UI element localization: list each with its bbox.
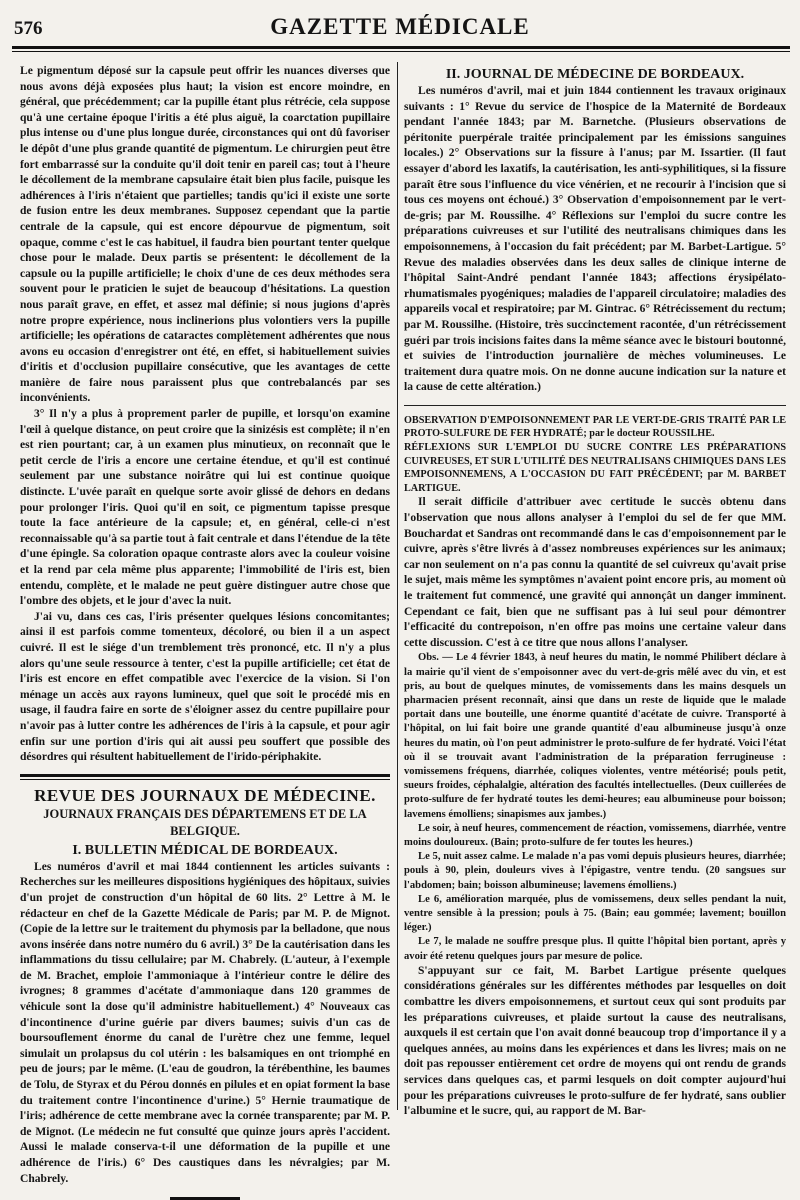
observation-evening: Le soir, à neuf heures, commencement de réaction, vomissemens, diarrhée, ventre moins douloureux. (Bain; proto-sulfure de fer toutes les heures.) [404,822,786,849]
paragraph-bulletin-bordeaux: Les numéros d'avril et mai 1844 contiennent les articles suivants : Recherches sur les meilleures dispositions hygiéniques des hôpitaux, suivies d'un projet de construction d'un hôpital de 60 lits. 2° Lettre à M. le rédacteur en chef de la Gazette Médicale de Paris; par M. P. de Mignot. (Copie de la lettre sur le traitement du phymosis par la belladone, que nous avons insérée dans notre numéro du 6 avril.) 3° De la cautérisation dans les inflammations du tissu cellulaire; par M. Chabrely. (L'auteur, à l'exemple de M. Brachet, emploie l'ammoniaque à l'intérieur contre le délire des ivrognes; 8 grammes d'acétate d'ammoniaque dans 120 grammes de véhicule sont la dose qu'il administre habituellement.) 4° Nouveaux cas d'incontinence d'urine guérie par divers baumes; suivis d'un cas de boursouflement énorme du canal de l'urètre chez une femme, lequel simulait un prolapsus du col utérin : les balsamiques en ont triomphé en peu de jours; par le même. (L'eau de goudron, la térébenthine, les baumes de Tolu, de Styrax et du Pérou donnés en pilules et en opiat forment la base du traitement contre l'incontinence d'urine.) 5° Hernie traumatique de l'iris; adhérence de cette membrane avec la cornée transparente; par M. P. de Mignot. (Le médecin ne fut consulté que quinze jours après l'accident. Aussi le malade conserva-t-il une déformation de la pupille et une adhérence de l'iris.) 6° Des caustiques dans les névralgies; par M. Chabrely. [20,860,390,1185]
section-bulletin-bordeaux-title: I. BULLETIN MÉDICAL DE BORDEAUX. [72,842,338,858]
observation-day-7: Le 7, le malade ne souffre presque plus. Il quitte l'hôpital bien portant, après y avoir été retenu quelques jours par mesure de police. [404,936,786,962]
masthead-title: GAZETTE MÉDICALE [270,14,530,39]
paragraph-succes: Il serait difficile d'attribuer avec certitude le succès obtenu dans l'observation que nous allons analyser à l'emploi du sel de fer que MM. Bouchardat et Sandras ont recommandé dans le cas d'empoisonnement par le cuivre, après s'être livrés à d'assez nombreuses expériences sur les animaux; car non seulement on n'a pas connu la quantité de sel cuivreux qu'avait prise le sujet, mais même les symptômes n'avaient point encore pris, au moment où le traitement fut commencé, une gravité qui annonçât un danger imminent. Cependant ce fait, bien que ne suffisant pas à lui seul pour démontrer l'efficacité du contrepoison, n'en offre pas moins une certaine valeur dans cette discussion. C'est à ce titre que nous allons l'analyser. [404,496,786,649]
paragraph-pupille: 3° Il n'y a plus à proprement parler de pupille, et lorsqu'on examine l'œil à quelque distance, on peut croire que la sinizésis est complète; il n'en est rien pourtant; car, à un examen plus minutieux, on reconnaît que le petit cercle de l'iris a encore une certaine étendue, et qu'il est continué seulement par une substance noirâtre qui lui est continue quoique distincte. L'uvée paraît en quelque sorte avoir glissé de dehors en dedans pour prolonger l'iris. Quoi qu'il en soit, ce pigmentum tapisse presque toute la face antérieure de la capsule; et, en général, celle-ci n'est reconnaissable qu'à sa partie tout à fait centrale et dans l'étendue de la tête d'une épingle. Sa coloration opaque contraste alors avec la couleur voisine et la rend par cela même plus apparente; l'immobilité de l'iris est, bien entendu, complète, et le malade ne peut guère distinguer autre chose que l'ombre des objets, et le jour d'avec la nuit. [20,408,390,608]
column-divider [397,62,398,1110]
right-column [404,64,786,1118]
revue-title: REVUE DES JOURNAUX DE MÉDECINE. [34,785,376,805]
observation-text: Obs. — Le 4 février 1843, à neuf heures du matin, le nommé Philibert déclare à la mairie qu'il vient de s'empoisonner avec du vert-de-gris mêlé avec du vin, et est pris, au bout de quelques minutes, de vomissements dans les mains desquels un pharmacien présent reconnaît, ainsi que dans un reste de liquide que le malade portait dans une bouteille, une énorme quantité d'acétate de cuivre. Transporté à l'hôpital, on lui fait boire une grande quantité d'eau albumineuse jusqu'à onze heures du matin, où l'on peut administrer le proto-sulfure de fer hydraté. Voici l'état où il se trouvait avant l'administration de la préparation ferrugineuse : vomissemens fréquens, diarrhée, coliques violentes, ventre météorisé; pouls petit, sueurs froides, céphalalgie, altération des facultés intellectuelles. (Deux cuillerées de proto-sulfure de fer hydraté toutes les demi-heures; eau albumineuse pour boisson; lavemens émolliens; sinapismes aux jambes.) [404,652,786,820]
section-journal-bordeaux-title: II. JOURNAL DE MÉDECINE DE BORDEAUX. [445,67,745,82]
paragraph-barbet-lartigue: S'appuyant sur ce fait, M. Barbet Lartigue présente quelques considérations générales sur les différentes méthodes par lesquelles on doit combattre les divers empoisonnemens, et surtout ceux qui sont produits par les préparations cuivreuses, et plaide surtout la cause des neutralisans, auxquels il est certain que l'on avait donné beaucoup trop d'importance il y a quelques années, au moins dans les expériences et dans les livres; mais on ne doit pas repousser entièrement cet ordre de moyens qui ont rendu de grands services dans quelques cas, et parmi lesquels on doit compter aujourd'hui pour les préparations cuivreuses le proto-sulfure de fer hydraté, sans oublier l'albumine et le sucre, qui, au rapport de M. Bar- [404,964,786,1118]
reflexions-heading: RÉFLEXIONS SUR L'EMPLOI DU SUCRE CONTRE LES PRÉPARATIONS CUIVREUSES, ET SUR L'UTILITÉ DES NEUTRALISANS CHIMIQUES DANS LES EMPOISONNEMENS, A L'OCCASION DU FAIT PRÉCÉDENT; par M. BARBET LARTIGUE. [404,442,786,494]
revue-subtitle: JOURNAUX FRANÇAIS DES DÉPARTEMENS ET DE LA BELGIQUE. [43,806,367,838]
observation-day-6: Le 6, amélioration marquée, plus de vomissemens, deux selles pendant la nuit, ventre sensible à la pression; pouls à 75. (Bain; eau gommée; lavement; bouillon léger.) [404,893,786,934]
header-rule [12,46,790,52]
observation-heading: OBSERVATION D'EMPOISONNEMENT PAR LE VERT-DE-GRIS TRAITÉ PAR LE PROTO-SULFURE DE FER HYDRATÉ; par le docteur ROUSSILHE. [404,414,786,440]
paragraph-journal-bordeaux: Les numéros d'avril, mai et juin 1844 contiennent les travaux originaux suivants : 1° Revue du service de l'hospice de la Maternité de Bordeaux pendant l'année 1843; par M. Barnetche. (Plusieurs observations de péritonite puerpérale traitée principalement par les émissions sanguines locales.) 2° Observations sur la fissure à l'anus; par M. Issartier. (Il faut essayer d'abord les laxatifs, la cautérisation, les anti-syphilitiques, si la fissure paraît être sous l'influence du vice vénérien, et ne recourir à l'incision que si tous ces moyens ont échoué.) 3° Observation d'empoisonnement par le vert-de-gris; par M. Roussilhe. 4° Réflexions sur l'emploi du sucre contre les préparations cuivreuses et sur l'utilité des neutralisans chimiques dans les empoisonnemens, à l'occasion du fait précédent; par M. Barbet-Lartigue. 5° Revue des maladies observées dans les deux salles de clinique interne de l'hôpital Saint-André pendant l'année 1843; affections érysipélato-rhumatismales pyogéniques; maladies de l'appareil circulatoire; maladies des appareils vocal et respiratoire; par M. Gintrac. 6° Rétrécissement du rectum; par M. Roussilhe. (Histoire, très succinctement racontée, d'un rétrécissement guéri par trois incisions faites dans la même séance avec le bistouri boutonné, et suivies de l'introduction journalière de mèches volumineuses. Le traitement dura quatre mois. On ne donne aucune indication sur la nature et la cause de cette altération.) [404,85,786,394]
section-rule [20,774,390,780]
paragraph-iris-lesions: J'ai vu, dans ces cas, l'iris présenter quelques lésions concomitantes; ainsi il est parfois comme tomenteux, décoloré, ou bien il a un aspect cuivré. Il est le siége d'un tremblement très prononcé, etc. Il n'y a plus alors qu'une seule ressource à tenter, c'est la pupille artificielle; cet état de l'iris est encore en effet compatible avec l'exercice de la vision. Si l'on ménage un accès aux rayons lumineux, quel que soit le procédé mis en usage, il faudra faire en sorte de s'éloigner assez du centre pupillaire pour n'avoir pas à lutter contre les adhérences de l'iris à la capsule, et pour agir enfin sur une portion d'iris qui ait aussi peu souffert que possible des désordres qui résultent habituellement de l'irido-périphakite. [20,610,390,764]
observation-day-5: Le 5, nuit assez calme. Le malade n'a pas vomi depuis plusieurs heures, diarrhée; pouls à 90, plein, douleurs vives à l'épigastre, ventre tendu. (20 sangsues sur l'abdomen; bain; boisson albumineuse; lavemens émolliens.) [404,851,786,891]
page-number: 576 [14,18,43,39]
left-column [20,64,390,1185]
article-rule [404,405,786,406]
paragraph-pigmentum: Le pigmentum déposé sur la capsule peut offrir les nuances diverses que nous avons déjà exposées plus haut; la vision est encore moindre, en général, que précédemment; car la pupille étant plus rétrécie, cela suppose qu'à une certaine époque l'iritis a été plus aiguë, la coarctation pupillaire plus intense ou d'une plus longue durée, circonstances qui ont dû favoriser le dépôt d'une plus grande quantité de pigmentum. Le chirurgien peut être fort embarrassé sur la conduite qu'il doit tenir en pareil cas; tout à l'heure le décollement de la membrane capsulaire était bien plus facile, puisque les adhérences à l'iris n'étaient que partielles; tandis qu'ici il existe une sorte de fusion entre les deux membranes. Supposez cependant que la partie centrale de la capsule, qui est encore dépourvue de pigmentum, soit opaque, comme c'est le cas habituel, il faudra bien pourtant tenter quelque chose pour le malade. Deux partis se présentent: le décollement de la capsule ou la pupille artificielle; le choix d'une de ces deux méthodes sera souvent pour le praticien le sujet de beaucoup d'hésitations. La question nous paraît grave, en effet, et assez mal définie; si nous jugions d'après notre propre expérience, nous inclinerions plus volontiers vers la pupille artificielle; les opérations de cataractes complètement adhérentes que nous avons eu occasion d'enregistrer ont été, en effet, si habituellement suivies d'iritis et d'occlusion pupillaire consécutive, que les avantages de cette manière de faire nous paraissent plus que contrebalancés par ses inconvénients. [20,65,390,405]
